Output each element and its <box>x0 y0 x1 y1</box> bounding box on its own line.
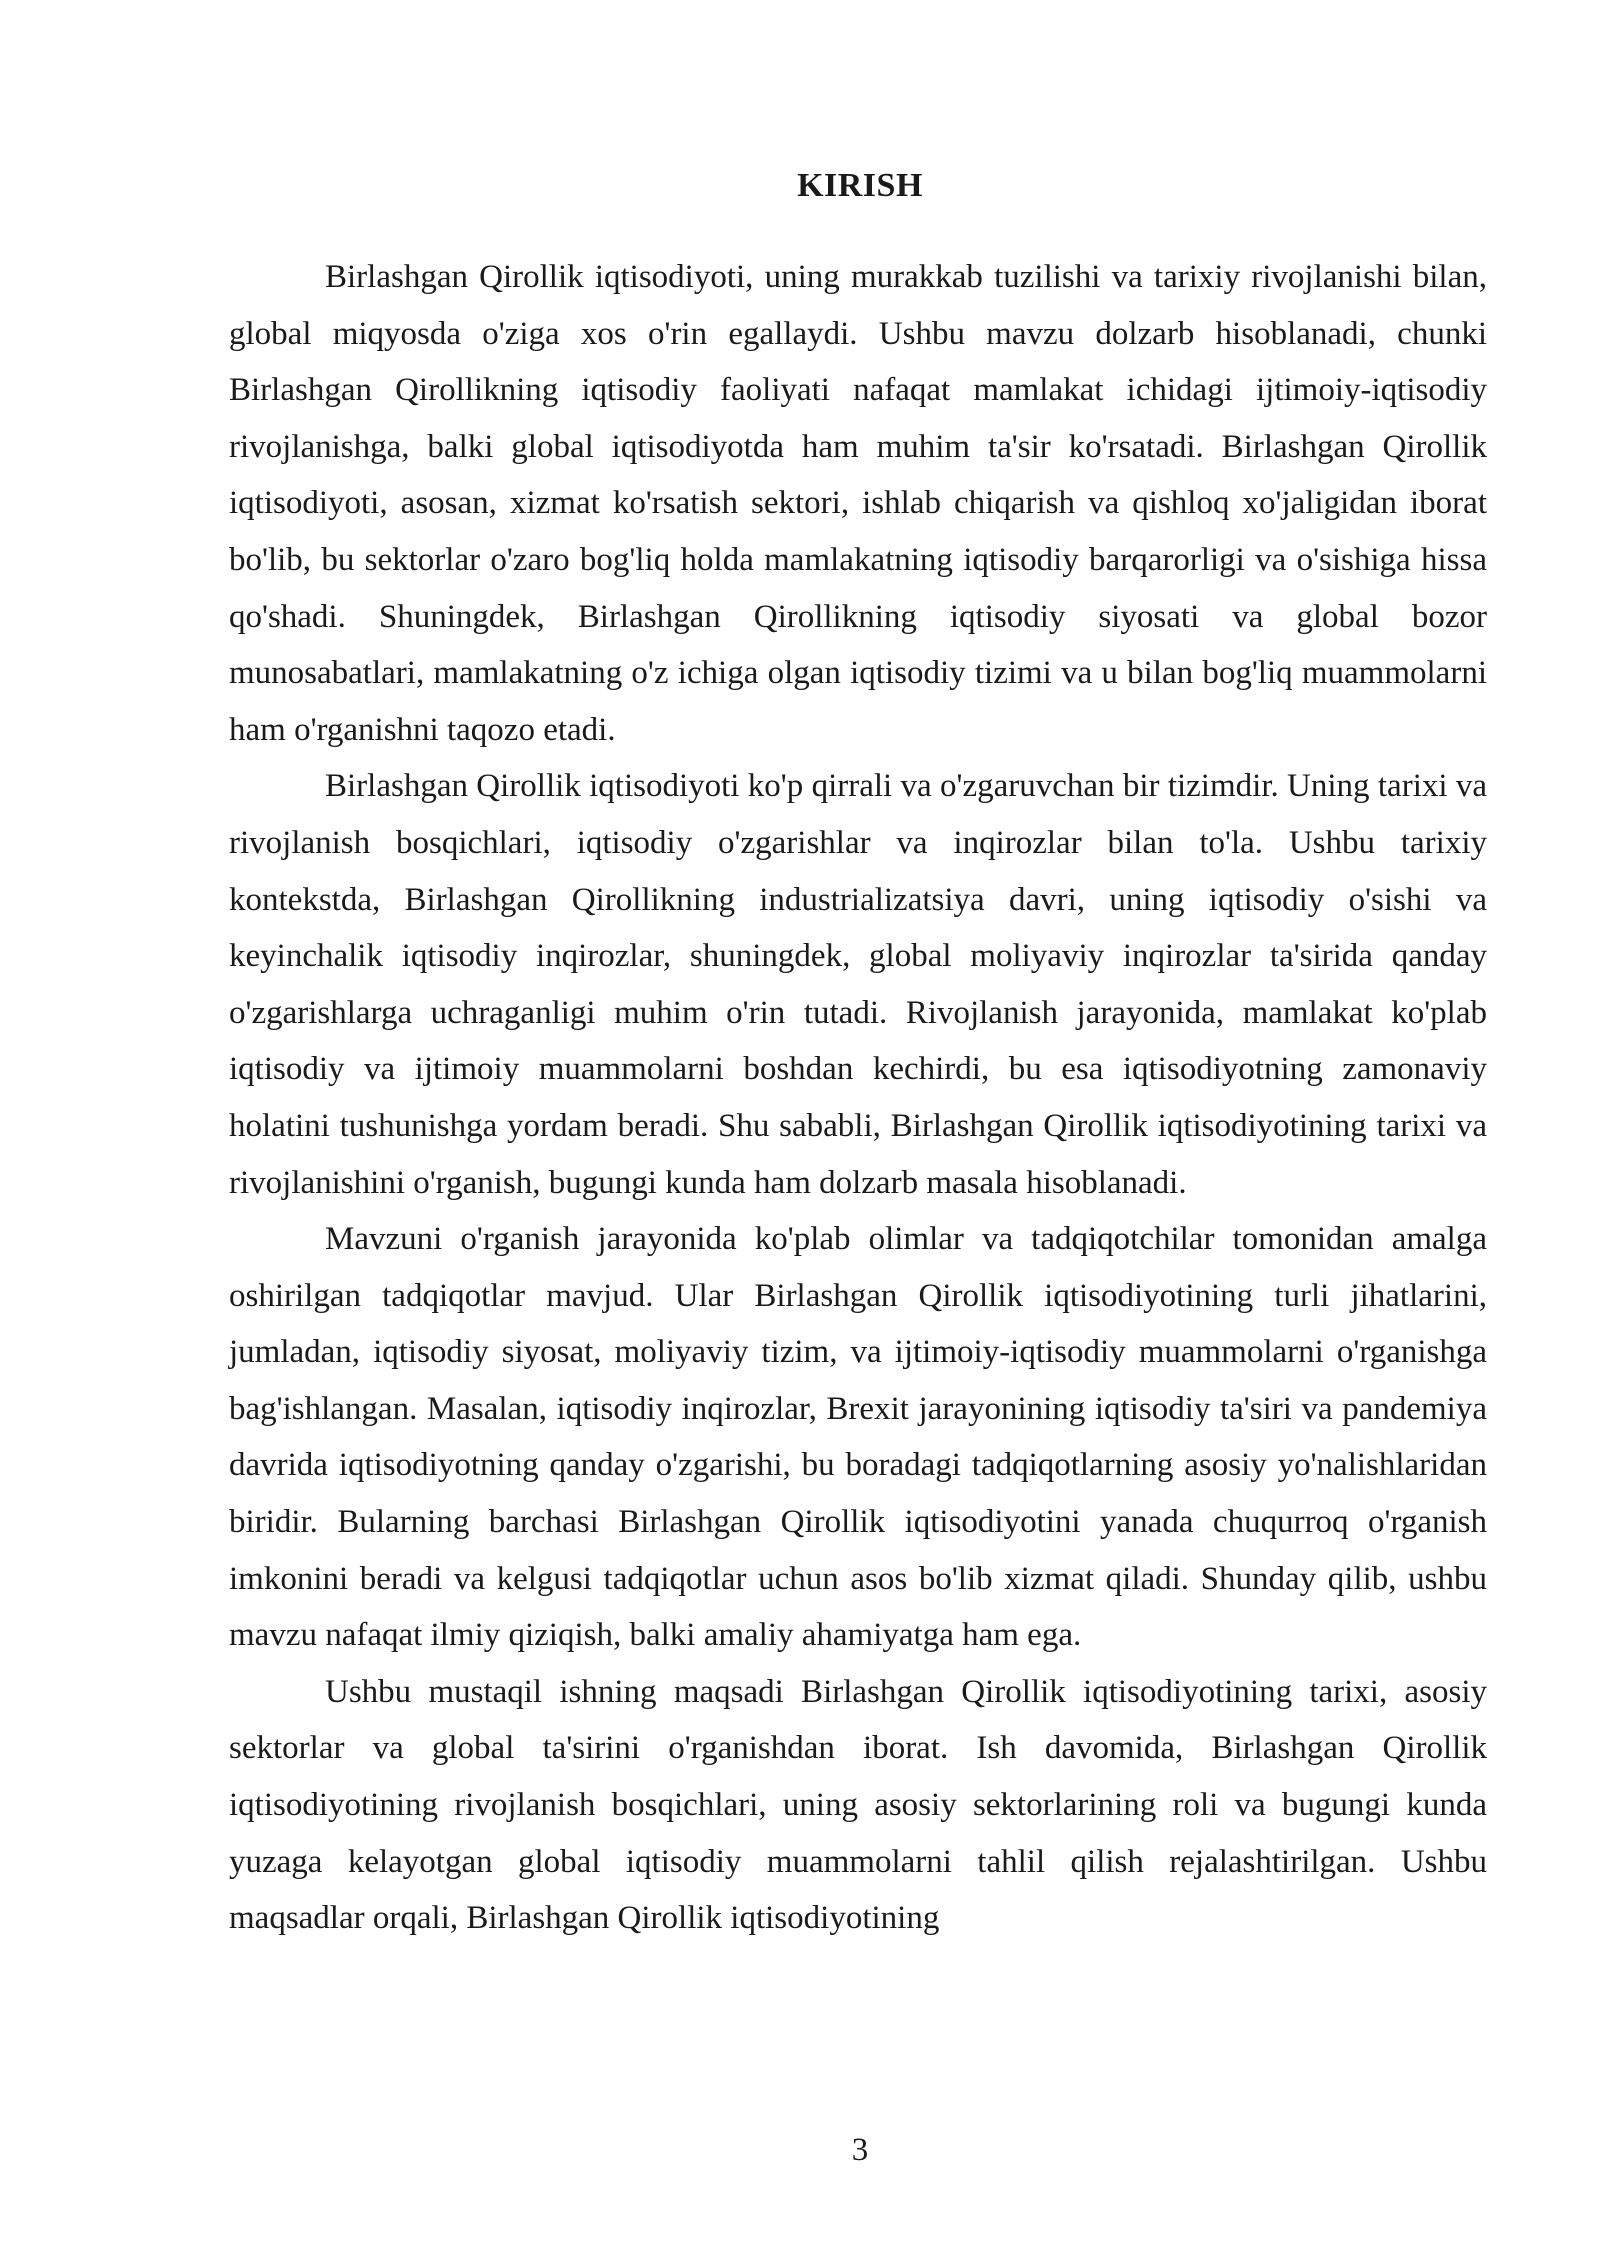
paragraph-3: Mavzuni o'rganish jarayonida ko'plab olimlar va tadqiqotchilar tomonidan amalga oshirilgan tadqiqotlar mavjud. Ular Birlashgan Qirollik iqtisodiyotining turli jihatlarini, jumladan, iqtisodiy siyosat, moliyaviy tizim, va ijtimoiy-iqtisodiy muammolarni o'rganishga bag'ishlangan. Masalan, iqtisodiy inqirozlar, Brexit jarayonining iqtisodiy ta'siri va pandemiya davrida iqtisodiyotning qanday o'zgarishi, bu boradagi tadqiqotlarning asosiy yo'nalishlaridan biridir. Bularning barchasi Birlashgan Qirollik iqtisodiyotini yanada chuqurroq o'rganish imkonini beradi va kelgusi tadqiqotlar uchun asos bo'lib xizmat qiladi. Shunday qilib, ushbu mavzu nafaqat ilmiy qiziqish, balki amaliy ahamiyatga ham ega. <box>229 1221 1487 1654</box>
page-title: KIRISH <box>797 167 923 204</box>
body-text <box>229 249 1487 1947</box>
paragraph-1: Birlashgan Qirollik iqtisodiyoti, uning murakkab tuzilishi va tarixiy rivojlanishi bilan, global miqyosda o'ziga xos o'rin egallaydi. Ushbu mavzu dolzarb hisoblanadi, chunki Birlashgan Qirollikning iqtisodiy faoliyati nafaqat mamlakat ichidagi ijtimoiy-iqtisodiy rivojlanishga, balki global iqtisodiyotda ham muhim ta'sir ko'rsatadi. Birlashgan Qirollik iqtisodiyoti, asosan, xizmat ko'rsatish sektori, ishlab chiqarish va qishloq xo'jaligidan iborat bo'lib, bu sektorlar o'zaro bog'liq holda mamlakatning iqtisodiy barqarorligi va o'sishiga hissa qo'shadi. Shuningdek, Birlashgan Qirollikning iqtisodiy siyosati va global bozor munosabatlari, mamlakatning o'z ichiga olgan iqtisodiy tizimi va u bilan bog'liq muammolarni ham o'rganishni taqozo etadi. <box>229 259 1487 748</box>
page-number: 3 <box>851 2132 869 2168</box>
paragraph-2: Birlashgan Qirollik iqtisodiyoti ko'p qirrali va o'zgaruvchan bir tizimdir. Uning tarixi va rivojlanish bosqichlari, iqtisodiy o'zgarishlar va inqirozlar bilan to'la. Ushbu tarixiy kontekstda, Birlashgan Qirollikning industrializatsiya davri, uning iqtisodiy o'sishi va keyinchalik iqtisodiy inqirozlar, shuningdek, global moliyaviy inqirozlar ta'sirida qanday o'zgarishlarga uchraganligi muhim o'rin tutadi. Rivojlanish jarayonida, mamlakat ko'plab iqtisodiy va ijtimoiy muammolarni boshdan kechirdi, bu esa iqtisodiyotning zamonaviy holatini tushunishga yordam beradi. Shu sababli, Birlashgan Qirollik iqtisodiyotining tarixi va rivojlanishini o'rganish, bugungi kunda ham dolzarb masala hisoblanadi. <box>229 768 1487 1201</box>
paragraph-4: Ushbu mustaqil ishning maqsadi Birlashgan Qirollik iqtisodiyotining tarixi, asosiy sektorlar va global ta'sirini o'rganishdan iborat. Ish davomida, Birlashgan Qirollik iqtisodiyotining rivojlanish bosqichlari, uning asosiy sektorlarining roli va bugungi kunda yuzaga kelayotgan global iqtisodiy muammolarni tahlil qilish rejalashtirilgan. Ushbu maqsadlar orqali, Birlashgan Qirollik iqtisodiyotining <box>229 1673 1487 1937</box>
